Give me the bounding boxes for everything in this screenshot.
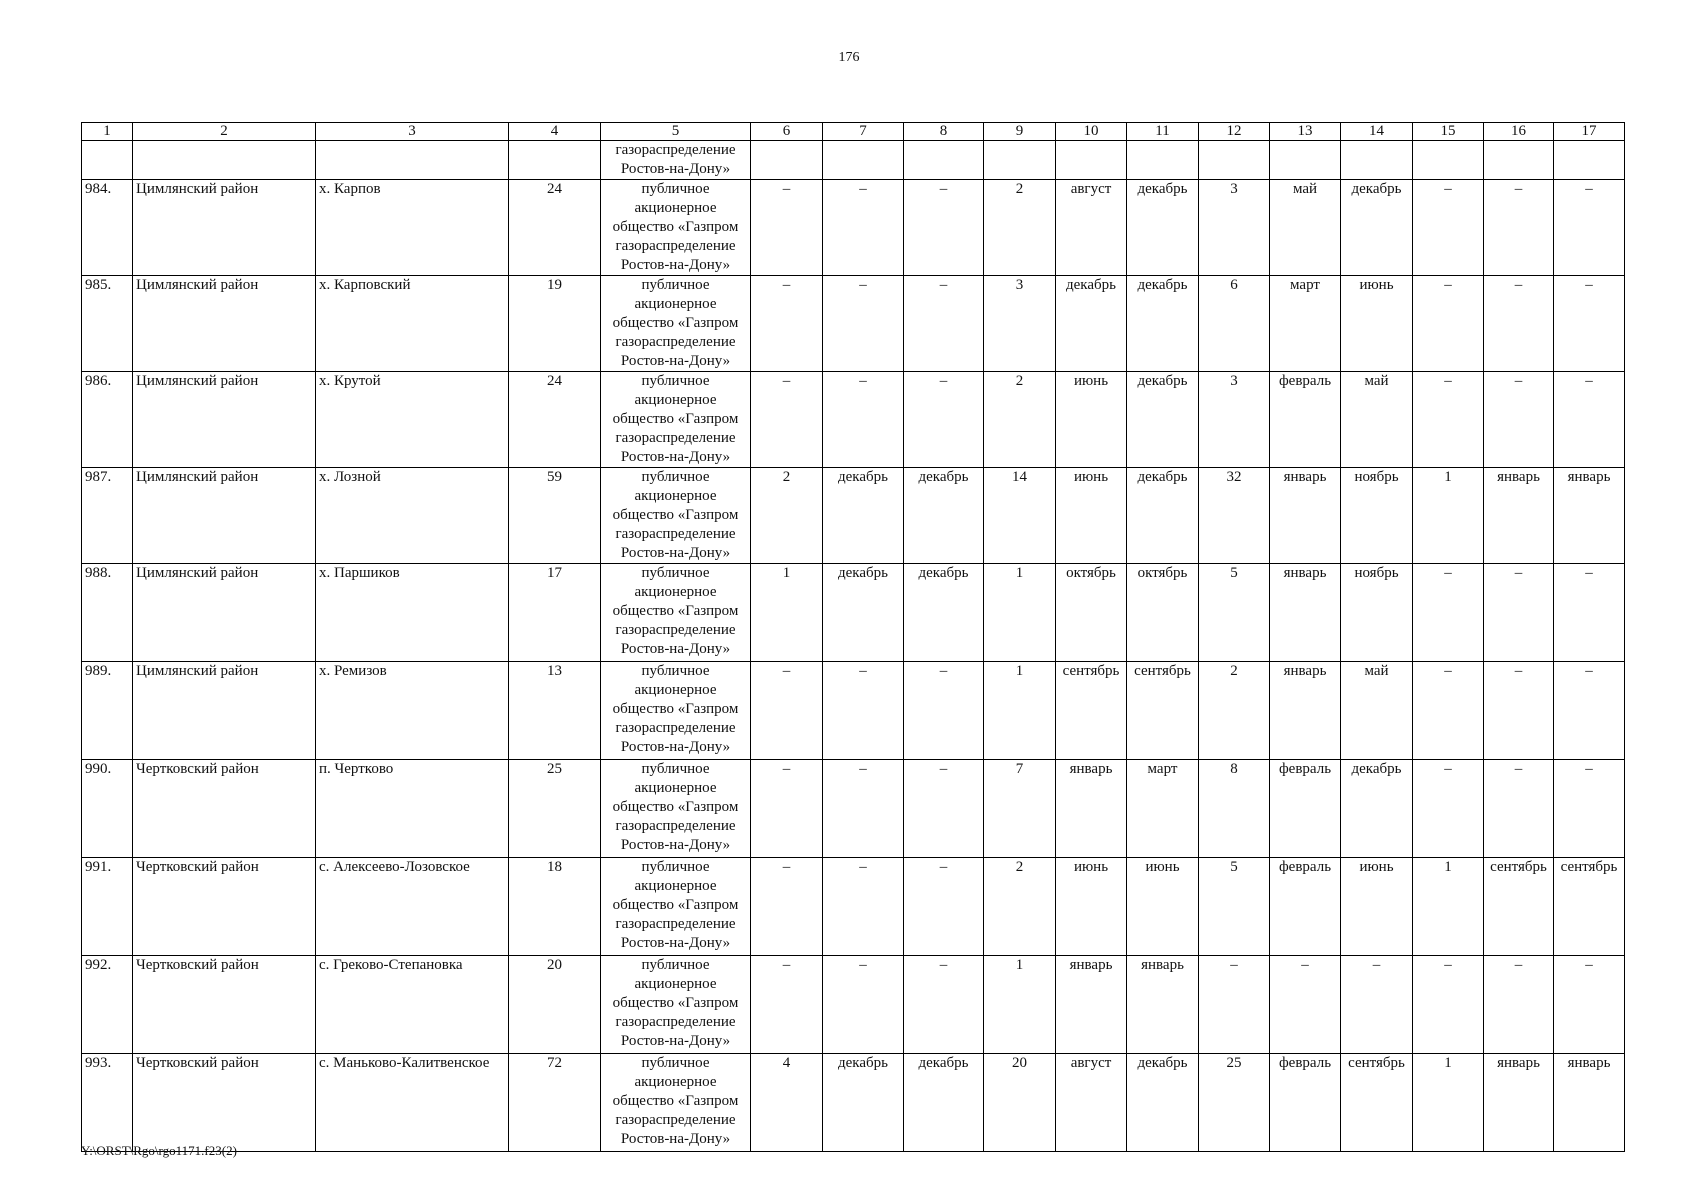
organization-cell: [601, 564, 751, 662]
value-cell-17: сентябрь: [1554, 858, 1625, 956]
value-cell-16: январь: [1484, 468, 1554, 564]
value-cell-16: –: [1484, 956, 1554, 1054]
locality-cell: с. Греково-Степановка: [316, 956, 509, 1054]
value-cell-14: ноябрь: [1341, 468, 1413, 564]
column-header: 3: [316, 123, 509, 141]
value-cell-13: –: [1270, 956, 1341, 1054]
value-cell-11: декабрь: [1127, 372, 1199, 468]
row-number-cell: 989.: [82, 662, 133, 760]
value-cell-4: 18: [509, 858, 601, 956]
value-cell-6: –: [751, 180, 823, 276]
value-cell-7: –: [823, 276, 904, 372]
column-header: 4: [509, 123, 601, 141]
file-path-footer: Y:\ORST\Rgo\rgo1171.f23(2): [81, 1143, 237, 1158]
organization-line: публичное: [641, 957, 710, 973]
value-cell-9: 3: [984, 276, 1056, 372]
column-header: 17: [1554, 123, 1625, 141]
value-cell-9: 2: [984, 180, 1056, 276]
value-cell-12: 3: [1199, 372, 1270, 468]
table-row: [82, 468, 1625, 564]
column-header: 6: [751, 123, 823, 141]
organization-cell: [601, 1054, 751, 1152]
value-cell-10: январь: [1056, 956, 1127, 1054]
value-cell-17: –: [1554, 372, 1625, 468]
value-cell-14: декабрь: [1341, 180, 1413, 276]
value-cell-17: –: [1554, 956, 1625, 1054]
value-cell-15: 1: [1413, 858, 1484, 956]
value-cell-16: –: [1484, 276, 1554, 372]
value-cell-14: сентябрь: [1341, 1054, 1413, 1152]
organization-line: Ростов-на-Дону»: [620, 935, 731, 951]
table-row: [82, 180, 1625, 276]
organization-line: акционерное: [634, 1074, 717, 1090]
organization-line: акционерное: [634, 488, 717, 504]
value-cell-16: –: [1484, 180, 1554, 276]
locality-cell: с. Маньково-Калитвенское: [316, 1054, 509, 1152]
locality-cell: п. Чертково: [316, 760, 509, 858]
value-cell-11: декабрь: [1127, 276, 1199, 372]
organization-line: акционерное: [634, 976, 717, 992]
value-cell-10: январь: [1056, 760, 1127, 858]
value-cell-7: –: [823, 760, 904, 858]
column-header: 15: [1413, 123, 1484, 141]
value-cell-11: июнь: [1127, 858, 1199, 956]
value-cell-16: –: [1484, 662, 1554, 760]
value-cell-10: июнь: [1056, 858, 1127, 956]
district-cell: Чертковский район: [133, 1054, 316, 1152]
value-cell-12: 6: [1199, 276, 1270, 372]
value-cell-6: –: [751, 956, 823, 1054]
table-row: [82, 858, 1625, 956]
value-cell-10: июнь: [1056, 468, 1127, 564]
organization-line: публичное: [641, 469, 710, 485]
organization-line: акционерное: [634, 392, 717, 408]
value-cell-15: 1: [1413, 468, 1484, 564]
value-cell-15: 1: [1413, 1054, 1484, 1152]
value-cell-8: –: [904, 760, 984, 858]
value-cell-12: 3: [1199, 180, 1270, 276]
organization-line: газораспределение: [615, 818, 736, 834]
organization-line: акционерное: [634, 584, 717, 600]
page-number: 176: [838, 50, 860, 65]
district-cell: Цимлянский район: [133, 372, 316, 468]
value-cell-9: 2: [984, 858, 1056, 956]
locality-cell: х. Крутой: [316, 372, 509, 468]
value-cell-11: декабрь: [1127, 180, 1199, 276]
row-number-cell: 990.: [82, 760, 133, 858]
value-cell-6: 4: [751, 1054, 823, 1152]
column-header: 2: [133, 123, 316, 141]
value-cell-10: август: [1056, 180, 1127, 276]
value-cell-14: –: [1341, 956, 1413, 1054]
organization-line: Ростов-на-Дону»: [620, 449, 731, 465]
value-cell-16: январь: [1484, 1054, 1554, 1152]
value-cell-13: январь: [1270, 564, 1341, 662]
value-cell-7: –: [823, 858, 904, 956]
value-cell-6: –: [751, 372, 823, 468]
value-cell-10: сентябрь: [1056, 662, 1127, 760]
organization-line: акционерное: [634, 200, 717, 216]
value-cell-10: октябрь: [1056, 564, 1127, 662]
value-cell-7: –: [823, 372, 904, 468]
organization-line: акционерное: [634, 296, 717, 312]
organization-line: общество «Газпром: [612, 1093, 739, 1109]
value-cell-6: –: [751, 276, 823, 372]
value-cell-6: –: [751, 760, 823, 858]
organization-line: общество «Газпром: [612, 219, 739, 235]
value-cell-15: –: [1413, 180, 1484, 276]
district-cell: Цимлянский район: [133, 468, 316, 564]
organization-line: Ростов-на-Дону»: [620, 641, 731, 657]
table-row: [82, 276, 1625, 372]
table-row: [82, 760, 1625, 858]
organization-line: общество «Газпром: [612, 507, 739, 523]
organization-line: публичное: [641, 761, 710, 777]
table-row: [82, 564, 1625, 662]
value-cell-14: май: [1341, 372, 1413, 468]
locality-cell: х. Лозной: [316, 468, 509, 564]
value-cell-16: сентябрь: [1484, 858, 1554, 956]
value-cell-12: 5: [1199, 564, 1270, 662]
value-cell-8: –: [904, 662, 984, 760]
value-cell-11: январь: [1127, 956, 1199, 1054]
organization-line: общество «Газпром: [612, 315, 739, 331]
value-cell-8: –: [904, 180, 984, 276]
organization-line: акционерное: [634, 780, 717, 796]
value-cell-13: январь: [1270, 468, 1341, 564]
row-number-cell: 985.: [82, 276, 133, 372]
value-cell-17: январь: [1554, 468, 1625, 564]
organization-line: Ростов-на-Дону»: [620, 545, 731, 561]
organization-line: газораспределение: [615, 142, 736, 158]
value-cell-4: 19: [509, 276, 601, 372]
organization-cell: [601, 372, 751, 468]
locality-cell: х. Карповский: [316, 276, 509, 372]
column-header: 11: [1127, 123, 1199, 141]
table-row: [82, 1054, 1625, 1152]
value-cell-15: –: [1413, 372, 1484, 468]
organization-line: Ростов-на-Дону»: [620, 1033, 731, 1049]
value-cell-17: январь: [1554, 1054, 1625, 1152]
organization-line: газораспределение: [615, 430, 736, 446]
organization-line: публичное: [641, 181, 710, 197]
organization-line: публичное: [641, 277, 710, 293]
value-cell-6: –: [751, 662, 823, 760]
organization-line: акционерное: [634, 682, 717, 698]
value-cell-15: –: [1413, 760, 1484, 858]
organization-cell: [601, 468, 751, 564]
locality-cell: х. Ремизов: [316, 662, 509, 760]
organization-line: газораспределение: [615, 720, 736, 736]
district-cell: Цимлянский район: [133, 662, 316, 760]
value-cell-17: –: [1554, 662, 1625, 760]
organization-line: общество «Газпром: [612, 995, 739, 1011]
column-header: 8: [904, 123, 984, 141]
value-cell-4: 59: [509, 468, 601, 564]
value-cell-12: 25: [1199, 1054, 1270, 1152]
organization-cell: [601, 276, 751, 372]
value-cell-8: –: [904, 276, 984, 372]
value-cell-11: декабрь: [1127, 468, 1199, 564]
organization-line: общество «Газпром: [612, 411, 739, 427]
value-cell-13: февраль: [1270, 858, 1341, 956]
organization-line: газораспределение: [615, 238, 736, 254]
value-cell-15: –: [1413, 662, 1484, 760]
row-number-cell: 991.: [82, 858, 133, 956]
column-header: 13: [1270, 123, 1341, 141]
value-cell-16: –: [1484, 372, 1554, 468]
column-header: 7: [823, 123, 904, 141]
value-cell-4: 13: [509, 662, 601, 760]
continuation-row: [82, 141, 1625, 180]
value-cell-12: –: [1199, 956, 1270, 1054]
organization-line: Ростов-на-Дону»: [620, 837, 731, 853]
value-cell-7: –: [823, 180, 904, 276]
district-cell: Чертковский район: [133, 956, 316, 1054]
row-number-cell: 988.: [82, 564, 133, 662]
value-cell-8: –: [904, 858, 984, 956]
value-cell-7: декабрь: [823, 468, 904, 564]
organization-cell: [601, 956, 751, 1054]
value-cell-14: май: [1341, 662, 1413, 760]
organization-cell: [601, 858, 751, 956]
value-cell-6: 2: [751, 468, 823, 564]
value-cell-12: 8: [1199, 760, 1270, 858]
value-cell-7: –: [823, 662, 904, 760]
value-cell-6: –: [751, 858, 823, 956]
schedule-table: [81, 122, 1625, 1152]
value-cell-7: –: [823, 956, 904, 1054]
column-header: 1: [82, 123, 133, 141]
district-cell: Чертковский район: [133, 760, 316, 858]
value-cell-10: июнь: [1056, 372, 1127, 468]
value-cell-11: сентябрь: [1127, 662, 1199, 760]
district-cell: Цимлянский район: [133, 276, 316, 372]
organization-line: газораспределение: [615, 1014, 736, 1030]
value-cell-14: ноябрь: [1341, 564, 1413, 662]
value-cell-8: декабрь: [904, 468, 984, 564]
value-cell-15: –: [1413, 276, 1484, 372]
value-cell-9: 1: [984, 956, 1056, 1054]
organization-line: Ростов-на-Дону»: [620, 257, 731, 273]
organization-line: акционерное: [634, 878, 717, 894]
value-cell-9: 1: [984, 564, 1056, 662]
value-cell-9: 14: [984, 468, 1056, 564]
value-cell-4: 24: [509, 180, 601, 276]
value-cell-13: февраль: [1270, 372, 1341, 468]
value-cell-17: –: [1554, 760, 1625, 858]
organization-cell: [601, 180, 751, 276]
value-cell-4: 72: [509, 1054, 601, 1152]
value-cell-14: июнь: [1341, 276, 1413, 372]
row-number-cell: 993.: [82, 1054, 133, 1152]
organization-line: публичное: [641, 565, 710, 581]
value-cell-7: декабрь: [823, 1054, 904, 1152]
value-cell-9: 2: [984, 372, 1056, 468]
value-cell-12: 5: [1199, 858, 1270, 956]
district-cell: Цимлянский район: [133, 180, 316, 276]
value-cell-13: февраль: [1270, 760, 1341, 858]
organization-line: газораспределение: [615, 916, 736, 932]
row-number-cell: 992.: [82, 956, 133, 1054]
column-number-row: [82, 123, 1625, 141]
value-cell-4: 20: [509, 956, 601, 1054]
row-number-cell: 986.: [82, 372, 133, 468]
value-cell-8: декабрь: [904, 564, 984, 662]
organization-cell: [601, 141, 751, 180]
organization-line: общество «Газпром: [612, 799, 739, 815]
organization-line: публичное: [641, 373, 710, 389]
value-cell-16: –: [1484, 564, 1554, 662]
value-cell-7: декабрь: [823, 564, 904, 662]
organization-line: общество «Газпром: [612, 701, 739, 717]
value-cell-6: 1: [751, 564, 823, 662]
value-cell-13: май: [1270, 180, 1341, 276]
value-cell-9: 1: [984, 662, 1056, 760]
locality-cell: х. Карпов: [316, 180, 509, 276]
organization-line: общество «Газпром: [612, 897, 739, 913]
organization-line: Ростов-на-Дону»: [620, 353, 731, 369]
value-cell-11: март: [1127, 760, 1199, 858]
value-cell-8: –: [904, 372, 984, 468]
organization-line: публичное: [641, 1055, 710, 1071]
organization-line: публичное: [641, 859, 710, 875]
column-header: 10: [1056, 123, 1127, 141]
value-cell-14: декабрь: [1341, 760, 1413, 858]
value-cell-13: февраль: [1270, 1054, 1341, 1152]
value-cell-9: 7: [984, 760, 1056, 858]
organization-line: Ростов-на-Дону»: [620, 1131, 731, 1147]
value-cell-15: –: [1413, 564, 1484, 662]
column-header: 16: [1484, 123, 1554, 141]
organization-line: газораспределение: [615, 334, 736, 350]
row-number-cell: 987.: [82, 468, 133, 564]
table-row: [82, 372, 1625, 468]
table-row: [82, 956, 1625, 1054]
organization-line: газораспределение: [615, 622, 736, 638]
value-cell-12: 32: [1199, 468, 1270, 564]
locality-cell: с. Алексеево-Лозовское: [316, 858, 509, 956]
organization-line: Ростов-на-Дону»: [620, 739, 731, 755]
organization-line: публичное: [641, 663, 710, 679]
value-cell-17: –: [1554, 564, 1625, 662]
value-cell-15: –: [1413, 956, 1484, 1054]
value-cell-13: март: [1270, 276, 1341, 372]
value-cell-11: октябрь: [1127, 564, 1199, 662]
organization-line: газораспределение: [615, 1112, 736, 1128]
value-cell-10: декабрь: [1056, 276, 1127, 372]
column-header: 5: [601, 123, 751, 141]
value-cell-8: –: [904, 956, 984, 1054]
district-cell: Чертковский район: [133, 858, 316, 956]
value-cell-9: 20: [984, 1054, 1056, 1152]
value-cell-4: 17: [509, 564, 601, 662]
organization-line: газораспределение: [615, 526, 736, 542]
value-cell-17: –: [1554, 276, 1625, 372]
value-cell-4: 24: [509, 372, 601, 468]
organization-cell: [601, 760, 751, 858]
value-cell-8: декабрь: [904, 1054, 984, 1152]
organization-line: общество «Газпром: [612, 603, 739, 619]
value-cell-4: 25: [509, 760, 601, 858]
row-number-cell: 984.: [82, 180, 133, 276]
locality-cell: х. Паршиков: [316, 564, 509, 662]
value-cell-14: июнь: [1341, 858, 1413, 956]
column-header: 14: [1341, 123, 1413, 141]
district-cell: Цимлянский район: [133, 564, 316, 662]
value-cell-10: август: [1056, 1054, 1127, 1152]
column-header: 9: [984, 123, 1056, 141]
value-cell-13: январь: [1270, 662, 1341, 760]
organization-line: Ростов-на-Дону»: [620, 161, 731, 177]
table-row: [82, 662, 1625, 760]
organization-cell: [601, 662, 751, 760]
value-cell-12: 2: [1199, 662, 1270, 760]
column-header: 12: [1199, 123, 1270, 141]
value-cell-11: декабрь: [1127, 1054, 1199, 1152]
value-cell-16: –: [1484, 760, 1554, 858]
value-cell-17: –: [1554, 180, 1625, 276]
